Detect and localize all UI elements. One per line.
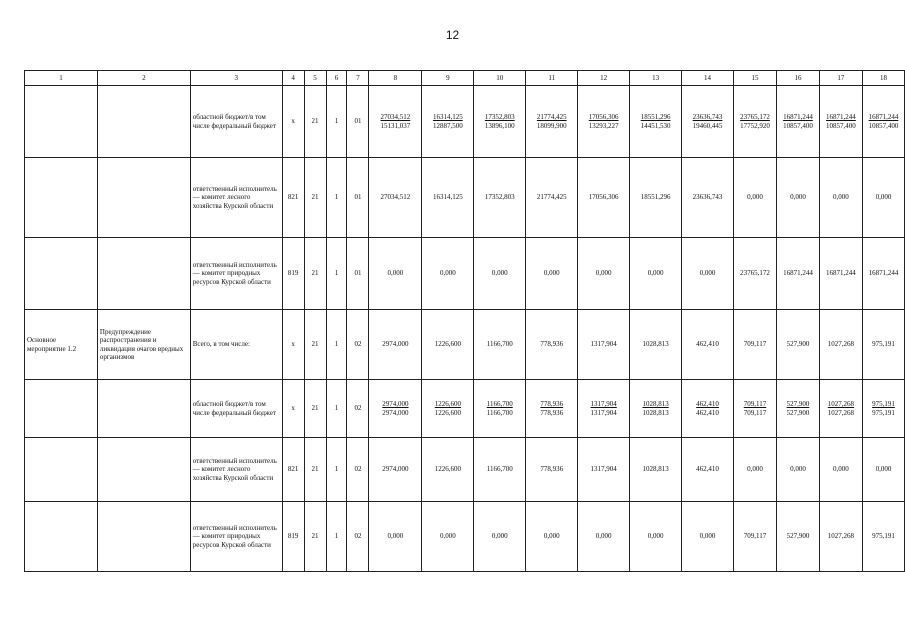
value-cell: 0,000 (526, 238, 578, 310)
value-cell (819, 380, 862, 438)
federal-budget-value: 709,117 (743, 408, 767, 417)
value-cell: 1166,700 (474, 310, 526, 380)
code-cell: 1 (326, 502, 347, 572)
federal-budget-value: 975,191 (872, 408, 895, 417)
regional-budget-value: 23765,172 (740, 113, 770, 122)
regional-budget-value: 16871,244 (826, 113, 856, 122)
code-cell: 02 (347, 310, 369, 380)
table-row (25, 158, 905, 238)
column-header: 18 (862, 71, 904, 86)
value-cell (369, 86, 422, 158)
value-cell: 1028,813 (630, 438, 682, 502)
table-row (25, 238, 905, 310)
value-cell: 1027,268 (819, 502, 862, 572)
federal-budget-value: 15131,037 (380, 121, 411, 130)
code-cell: 21 (304, 238, 326, 310)
row-cell-c1: Основное мероприятие 1.2 (25, 310, 98, 380)
federal-budget-value: 18099,900 (536, 121, 567, 130)
value-cell (776, 86, 819, 158)
regional-budget-value: 709,117 (743, 400, 767, 409)
value-cell: 778,936 (526, 438, 578, 502)
column-header: 5 (304, 71, 326, 86)
federal-budget-value: 10857,400 (868, 121, 899, 130)
code-cell: 21 (304, 438, 326, 502)
regional-budget-value: 1027,268 (827, 400, 855, 409)
code-cell: 821 (282, 438, 304, 502)
federal-budget-value: 10857,400 (783, 121, 813, 130)
row-cell-c1 (25, 238, 98, 310)
row-cell-c2: Предупреждение распространения и ликвидация очагов вредных организмов (97, 310, 190, 380)
column-header: 17 (819, 71, 862, 86)
value-cell: 0,000 (682, 238, 734, 310)
code-cell: 21 (304, 380, 326, 438)
row-cell-c1 (25, 380, 98, 438)
value-cell: 0,000 (578, 238, 630, 310)
value-cell: 0,000 (734, 438, 777, 502)
federal-budget-value: 462,410 (696, 408, 719, 417)
code-cell: 01 (347, 238, 369, 310)
regional-budget-value: 1166,700 (486, 400, 513, 409)
regional-budget-value: 975,191 (872, 400, 895, 409)
column-header: 8 (369, 71, 422, 86)
value-cell: 0,000 (682, 502, 734, 572)
code-cell: 01 (347, 86, 369, 158)
value-cell: 0,000 (819, 438, 862, 502)
value-cell (422, 380, 474, 438)
column-header: 4 (282, 71, 304, 86)
federal-budget-value: 10857,400 (826, 121, 856, 130)
row-cell-c2 (97, 502, 190, 572)
value-cell (578, 86, 630, 158)
row-cell-c1 (25, 158, 98, 238)
value-cell: 23765,172 (734, 238, 777, 310)
federal-budget-value: 14451,530 (640, 121, 671, 130)
code-cell: x (282, 310, 304, 380)
row-cell-c3: областной бюджет/в том числе федеральный бюджет (190, 86, 282, 158)
column-header: 13 (630, 71, 682, 86)
value-cell: 709,117 (734, 502, 777, 572)
regional-budget-value: 527,900 (786, 400, 810, 409)
value-cell (734, 86, 777, 158)
table-row (25, 502, 905, 572)
regional-budget-value: 21774,425 (536, 113, 567, 122)
code-cell: 1 (326, 86, 347, 158)
value-cell: 0,000 (474, 238, 526, 310)
value-cell: 21774,425 (526, 158, 578, 238)
federal-budget-value: 1027,268 (827, 408, 855, 417)
row-cell-c1 (25, 502, 98, 572)
budget-table (24, 70, 905, 572)
value-cell: 709,117 (734, 310, 777, 380)
regional-budget-value: 27034,512 (380, 113, 411, 122)
value-cell: 462,410 (682, 310, 734, 380)
value-cell: 0,000 (776, 158, 819, 238)
value-cell (422, 86, 474, 158)
value-cell (630, 380, 682, 438)
code-cell: 1 (326, 158, 347, 238)
column-header: 10 (474, 71, 526, 86)
regional-budget-value: 1028,813 (642, 400, 669, 409)
value-cell (862, 380, 904, 438)
row-cell-c3: Всего, в том числе: (190, 310, 282, 380)
value-cell (630, 86, 682, 158)
code-cell: 21 (304, 86, 326, 158)
regional-budget-value: 1317,904 (590, 400, 617, 409)
value-cell (819, 86, 862, 158)
table-row (25, 86, 905, 158)
code-cell: 02 (347, 438, 369, 502)
value-cell: 0,000 (734, 158, 777, 238)
value-cell: 0,000 (862, 158, 904, 238)
value-cell: 0,000 (630, 238, 682, 310)
code-cell: 819 (282, 502, 304, 572)
value-cell: 23636,743 (682, 158, 734, 238)
federal-budget-value: 1028,813 (642, 408, 669, 417)
header-row (25, 71, 905, 86)
row-cell-c1 (25, 438, 98, 502)
regional-budget-value: 17352,803 (484, 113, 515, 122)
value-cell (578, 380, 630, 438)
federal-budget-value: 19460,445 (692, 121, 723, 130)
code-cell: 01 (347, 158, 369, 238)
regional-budget-value: 2974,000 (382, 400, 409, 409)
value-cell: 0,000 (819, 158, 862, 238)
column-header: 9 (422, 71, 474, 86)
federal-budget-value: 778,936 (540, 408, 564, 417)
value-cell: 27034,512 (369, 158, 422, 238)
row-cell-c3: ответственный исполнитель — комитет лесного хозяйства Курской области (190, 158, 282, 238)
federal-budget-value: 527,900 (786, 408, 810, 417)
value-cell: 0,000 (422, 238, 474, 310)
value-cell: 0,000 (862, 438, 904, 502)
code-cell: 1 (326, 438, 347, 502)
value-cell: 0,000 (474, 502, 526, 572)
row-cell-c2 (97, 158, 190, 238)
code-cell: 21 (304, 158, 326, 238)
regional-budget-value: 16314,125 (432, 113, 463, 122)
federal-budget-value: 2974,000 (382, 408, 409, 417)
federal-budget-value: 1226,600 (434, 408, 461, 417)
column-header: 12 (578, 71, 630, 86)
code-cell: 1 (326, 380, 347, 438)
row-cell-c3: ответственный исполнитель — комитет лесного хозяйства Курской области (190, 438, 282, 502)
code-cell: 02 (347, 380, 369, 438)
regional-budget-value: 16871,244 (868, 113, 899, 122)
federal-budget-value: 1166,700 (486, 408, 513, 417)
value-cell (862, 86, 904, 158)
table-row (25, 380, 905, 438)
table-row (25, 310, 905, 380)
value-cell: 1317,904 (578, 310, 630, 380)
table-row (25, 438, 905, 502)
value-cell: 1226,600 (422, 310, 474, 380)
value-cell: 16871,244 (776, 238, 819, 310)
value-cell: 778,936 (526, 310, 578, 380)
value-cell (474, 86, 526, 158)
regional-budget-value: 1226,600 (434, 400, 461, 409)
value-cell (474, 380, 526, 438)
value-cell: 527,900 (776, 310, 819, 380)
row-cell-c2 (97, 86, 190, 158)
value-cell: 0,000 (776, 438, 819, 502)
row-cell-c3: ответственный исполнитель — комитет природных ресурсов Курской области (190, 502, 282, 572)
column-header: 3 (190, 71, 282, 86)
federal-budget-value: 13293,227 (588, 121, 619, 130)
regional-budget-value: 16871,244 (783, 113, 813, 122)
code-cell: 02 (347, 502, 369, 572)
page-number: 12 (445, 28, 460, 42)
code-cell: 819 (282, 238, 304, 310)
value-cell: 0,000 (630, 502, 682, 572)
value-cell: 1166,700 (474, 438, 526, 502)
federal-budget-value: 17752,920 (740, 121, 770, 130)
column-header: 14 (682, 71, 734, 86)
regional-budget-value: 23636,743 (692, 113, 723, 122)
column-header: 7 (347, 71, 369, 86)
column-header: 1 (25, 71, 98, 86)
value-cell: 16314,125 (422, 158, 474, 238)
value-cell: 462,410 (682, 438, 734, 502)
value-cell: 0,000 (369, 238, 422, 310)
value-cell: 2974,000 (369, 310, 422, 380)
value-cell (734, 380, 777, 438)
regional-budget-value: 778,936 (540, 400, 564, 409)
value-cell (682, 86, 734, 158)
federal-budget-value: 12887,500 (432, 121, 463, 130)
value-cell: 1028,813 (630, 310, 682, 380)
code-cell: x (282, 86, 304, 158)
row-cell-c1 (25, 86, 98, 158)
code-cell: 21 (304, 310, 326, 380)
value-cell (682, 380, 734, 438)
column-header: 2 (97, 71, 190, 86)
value-cell (369, 380, 422, 438)
row-cell-c2 (97, 438, 190, 502)
regional-budget-value: 462,410 (696, 400, 719, 409)
column-header: 15 (734, 71, 777, 86)
code-cell: 821 (282, 158, 304, 238)
value-cell (776, 380, 819, 438)
value-cell: 2974,000 (369, 438, 422, 502)
column-header: 11 (526, 71, 578, 86)
value-cell: 17056,306 (578, 158, 630, 238)
code-cell: x (282, 380, 304, 438)
value-cell: 0,000 (422, 502, 474, 572)
value-cell: 17352,803 (474, 158, 526, 238)
value-cell: 1317,904 (578, 438, 630, 502)
value-cell: 16871,244 (862, 238, 904, 310)
value-cell (526, 380, 578, 438)
column-header: 16 (776, 71, 819, 86)
value-cell: 1226,600 (422, 438, 474, 502)
federal-budget-value: 13896,100 (484, 121, 515, 130)
value-cell: 16871,244 (819, 238, 862, 310)
value-cell: 0,000 (526, 502, 578, 572)
code-cell: 1 (326, 238, 347, 310)
value-cell: 527,900 (776, 502, 819, 572)
regional-budget-value: 17056,306 (588, 113, 619, 122)
regional-budget-value: 18551,296 (640, 113, 671, 122)
code-cell: 21 (304, 502, 326, 572)
column-header: 6 (326, 71, 347, 86)
row-cell-c2 (97, 238, 190, 310)
value-cell: 18551,296 (630, 158, 682, 238)
federal-budget-value: 1317,904 (590, 408, 617, 417)
value-cell: 0,000 (578, 502, 630, 572)
row-cell-c3: областной бюджет/в том числе федеральный бюджет (190, 380, 282, 438)
value-cell: 975,191 (862, 502, 904, 572)
value-cell: 1027,268 (819, 310, 862, 380)
value-cell (526, 86, 578, 158)
code-cell: 1 (326, 310, 347, 380)
value-cell: 0,000 (369, 502, 422, 572)
value-cell: 975,191 (862, 310, 904, 380)
row-cell-c2 (97, 380, 190, 438)
row-cell-c3: ответственный исполнитель — комитет природных ресурсов Курской области (190, 238, 282, 310)
